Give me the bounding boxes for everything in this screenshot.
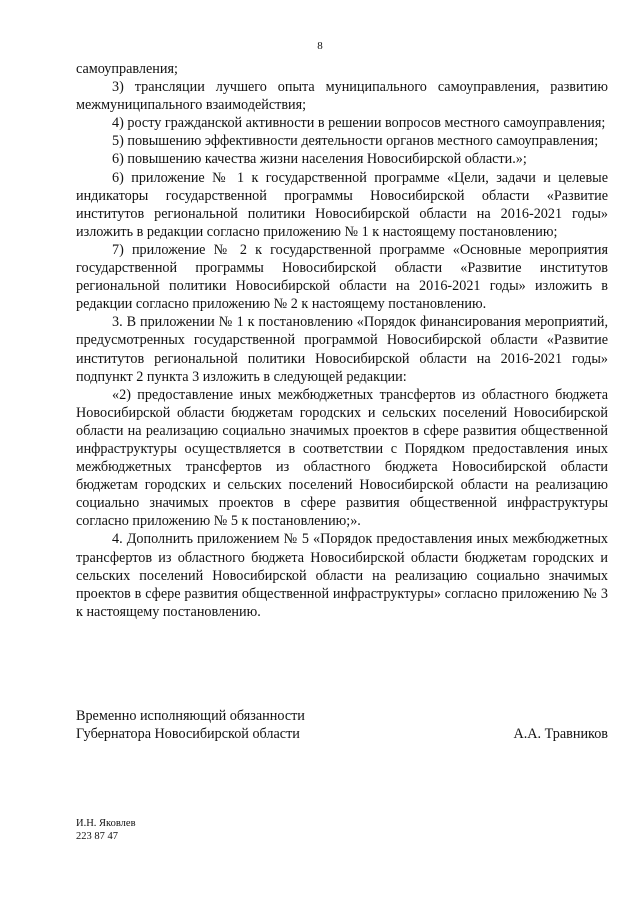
paragraph: 7) приложение № 2 к государственной программе «Основные мероприятия государственной программы Новосибирской области «Развитие институтов региональной политики Новосибирской области на 2016-2021 годы» изложить в редакции согласно приложению № 2 к настоящему постановлению. [76,241,608,313]
signatory-title-line2: Губернатора Новосибирской области [76,726,300,743]
paragraph: «2) предоставление иных межбюджетных трансфертов из областного бюджета Новосибирской области бюджетам городских и сельских поселений Новосибирской области на реализацию социально значимых проектов в сфере развития общественной инфраструктуры осуществляется в соответствии с Порядком предоставления иных межбюджетных трансфертов из областного бюджета Новосибирской области бюджетам городских и сельских поселений Новосибирской области на реализацию социально значимых проектов в сфере развития общественной инфраструктуры согласно приложению № 5 к постановлению;». [76,386,608,530]
executor-phone: 223 87 47 [76,830,118,842]
page-number: 8 [317,40,323,52]
document-body [76,60,608,621]
executor-footer [76,818,136,843]
signatory-name: А.А. Травников [513,726,608,743]
signatory-title-line1: Временно исполняющий обязанности [76,708,305,724]
signature-block [76,707,608,743]
paragraph: 4) росту гражданской активности в решении вопросов местного самоуправления; [112,115,606,132]
paragraph: 6) приложение № 1 к государственной программе «Цели, задачи и целевые индикаторы государственной программы Новосибирской области «Развитие институтов региональной политики Новосибирской области на 2016-2021 годы» изложить в редакции согласно приложению № 1 к настоящему постановлению; [76,169,608,240]
signature-row [76,725,608,743]
paragraph: 5) повышению эффективности деятельности органов местного самоуправления; [112,133,599,150]
paragraph: 3) трансляции лучшего опыта муниципального самоуправления, развитию межмуниципального взаимодействия; [76,79,608,114]
paragraph: самоуправления; [76,61,178,77]
paragraph: 6) повышению качества жизни населения Новосибирской области.»; [112,151,527,168]
paragraph: 3. В приложении № 1 к постановлению «Порядок финансирования мероприятий, предусмотренных государственной программой Новосибирской области «Развитие институтов региональной политики Новосибирской области на 2016-2021 годы» подпункт 2 пункта 3 изложить в следующей редакции: [76,314,608,385]
paragraph: 4. Дополнить приложением № 5 «Порядок предоставления иных межбюджетных трансфертов из областного бюджета Новосибирской области бюджетам городских и сельских поселений Новосибирской области на реализацию социально значимых проектов в сфере развития общественной инфраструктуры» согласно приложению № 3 к настоящему постановлению. [76,531,608,620]
executor-name: И.Н. Яковлев [76,818,136,829]
